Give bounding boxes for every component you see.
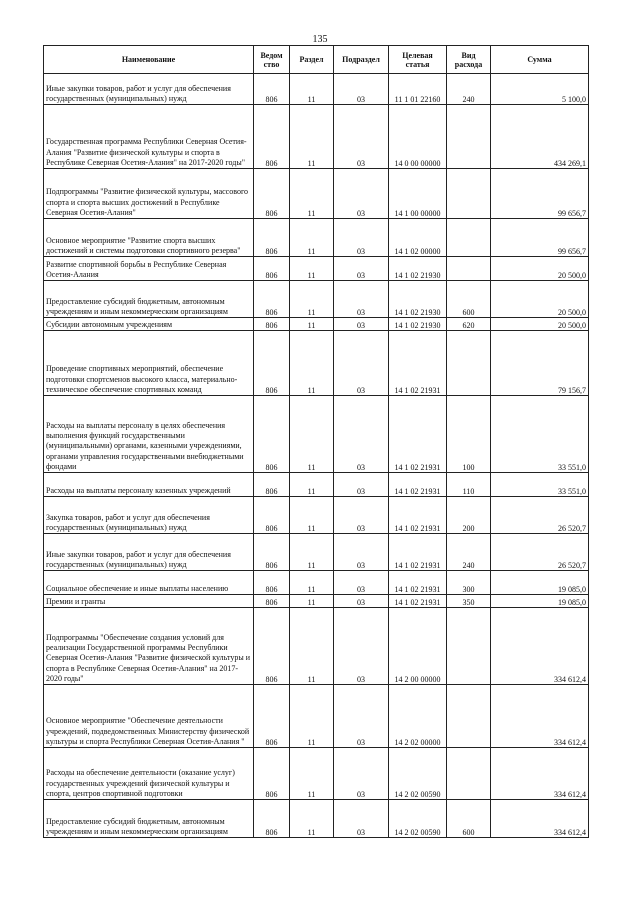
table-row xyxy=(44,608,589,685)
header-vid: Вид расхода xyxy=(447,46,491,74)
row-sum: 5 100,0 xyxy=(491,74,589,105)
budget-table xyxy=(43,45,589,838)
row-podrazdel: 03 xyxy=(334,608,389,685)
table-row xyxy=(44,497,589,534)
table-row xyxy=(44,169,589,219)
table-row xyxy=(44,105,589,169)
row-vid: 620 xyxy=(447,318,491,331)
row-razdel: 11 xyxy=(290,748,334,800)
row-vedom: 806 xyxy=(254,105,290,169)
row-name: Иные закупки товаров, работ и услуг для обеспечения государственных (муниципальных) нужд xyxy=(44,74,254,105)
row-vid xyxy=(447,685,491,748)
row-vid: 600 xyxy=(447,800,491,838)
row-vid xyxy=(447,219,491,257)
row-podrazdel: 03 xyxy=(334,318,389,331)
row-name: Основное мероприятие "Развитие спорта высших достижений и системы подготовки спортивного резерва" xyxy=(44,219,254,257)
header-vedom: Ведом ство xyxy=(254,46,290,74)
row-target: 14 1 02 00000 xyxy=(389,219,447,257)
row-vid: 600 xyxy=(447,281,491,318)
row-sum: 334 612,4 xyxy=(491,608,589,685)
table-row xyxy=(44,748,589,800)
row-razdel: 11 xyxy=(290,169,334,219)
table-header-row xyxy=(44,46,589,74)
row-sum: 20 500,0 xyxy=(491,281,589,318)
row-target: 14 1 02 21930 xyxy=(389,318,447,331)
row-vedom: 806 xyxy=(254,748,290,800)
row-vid xyxy=(447,169,491,219)
row-razdel: 11 xyxy=(290,74,334,105)
row-target: 14 2 00 00000 xyxy=(389,608,447,685)
row-vedom: 806 xyxy=(254,497,290,534)
row-podrazdel: 03 xyxy=(334,74,389,105)
row-sum: 33 551,0 xyxy=(491,473,589,497)
row-sum: 334 612,4 xyxy=(491,685,589,748)
row-target: 14 1 02 21930 xyxy=(389,257,447,281)
row-name: Подпрограммы "Обеспечение создания условий для реализации Государственной программы Республики Северная Осетия-Алания "Развитие физической культуры и спорта в Республике Северная Осетия-Алания" на 2017-2020 годы" xyxy=(44,608,254,685)
row-vid: 110 xyxy=(447,473,491,497)
row-name: Социальное обеспечение и иные выплаты населению xyxy=(44,571,254,595)
table-row xyxy=(44,685,589,748)
row-razdel: 11 xyxy=(290,257,334,281)
row-vid: 240 xyxy=(447,534,491,571)
row-podrazdel: 03 xyxy=(334,571,389,595)
row-target: 14 1 02 21931 xyxy=(389,396,447,473)
row-sum: 99 656,7 xyxy=(491,169,589,219)
row-name: Субсидии автономным учреждениям xyxy=(44,318,254,331)
row-vedom: 806 xyxy=(254,331,290,396)
row-sum: 26 520,7 xyxy=(491,497,589,534)
row-razdel: 11 xyxy=(290,800,334,838)
row-target: 14 2 02 00590 xyxy=(389,748,447,800)
row-name: Подпрограммы "Развитие физической культуры, массового спорта и спорта высших достижений в Республике Северная Осетия-Алания" xyxy=(44,169,254,219)
header-podrazdel: Подраздел xyxy=(334,46,389,74)
row-podrazdel: 03 xyxy=(334,105,389,169)
row-razdel: 11 xyxy=(290,571,334,595)
row-vedom: 806 xyxy=(254,685,290,748)
row-name: Закупка товаров, работ и услуг для обеспечения государственных (муниципальных) нужд xyxy=(44,497,254,534)
row-vedom: 806 xyxy=(254,257,290,281)
row-sum: 20 500,0 xyxy=(491,318,589,331)
table-row xyxy=(44,800,589,838)
row-name: Расходы на выплаты персоналу в целях обеспечения выполнения функций государственными (муниципальными) органами, казенными учреждениями, органами управления государственными внебюджетными фондами xyxy=(44,396,254,473)
row-sum: 434 269,1 xyxy=(491,105,589,169)
row-podrazdel: 03 xyxy=(334,800,389,838)
row-razdel: 11 xyxy=(290,105,334,169)
row-vedom: 806 xyxy=(254,800,290,838)
row-vedom: 806 xyxy=(254,281,290,318)
row-sum: 33 551,0 xyxy=(491,396,589,473)
row-vid: 300 xyxy=(447,571,491,595)
row-vedom: 806 xyxy=(254,169,290,219)
row-name: Расходы на выплаты персоналу казенных учреждений xyxy=(44,473,254,497)
row-razdel: 11 xyxy=(290,608,334,685)
row-podrazdel: 03 xyxy=(334,169,389,219)
row-vid xyxy=(447,331,491,396)
row-name: Иные закупки товаров, работ и услуг для обеспечения государственных (муниципальных) нужд xyxy=(44,534,254,571)
row-vedom: 806 xyxy=(254,396,290,473)
row-razdel: 11 xyxy=(290,473,334,497)
row-sum: 19 085,0 xyxy=(491,571,589,595)
row-target: 14 1 02 21931 xyxy=(389,595,447,608)
row-sum: 79 156,7 xyxy=(491,331,589,396)
row-target: 14 1 02 21931 xyxy=(389,497,447,534)
row-vid: 200 xyxy=(447,497,491,534)
table-row xyxy=(44,219,589,257)
header-razdel: Раздел xyxy=(290,46,334,74)
page-number: 135 xyxy=(312,34,328,45)
header-target: Целевая статья xyxy=(389,46,447,74)
row-target: 14 1 02 21931 xyxy=(389,571,447,595)
row-name: Развитие спортивной борьбы в Республике Северная Осетия-Алания xyxy=(44,257,254,281)
row-vedom: 806 xyxy=(254,473,290,497)
row-razdel: 11 xyxy=(290,281,334,318)
row-podrazdel: 03 xyxy=(334,685,389,748)
table-row xyxy=(44,281,589,318)
table-row xyxy=(44,534,589,571)
table-row xyxy=(44,473,589,497)
row-razdel: 11 xyxy=(290,318,334,331)
row-target: 14 1 00 00000 xyxy=(389,169,447,219)
row-name: Государственная программа Республики Северная Осетия-Алания "Развитие физической культуры и спорта в Республике Северная Осетия-Алания" на 2017-2020 годы" xyxy=(44,105,254,169)
row-razdel: 11 xyxy=(290,331,334,396)
row-razdel: 11 xyxy=(290,396,334,473)
row-vedom: 806 xyxy=(254,318,290,331)
row-sum: 19 085,0 xyxy=(491,595,589,608)
row-vedom: 806 xyxy=(254,595,290,608)
row-vid xyxy=(447,257,491,281)
row-vid: 100 xyxy=(447,396,491,473)
row-razdel: 11 xyxy=(290,685,334,748)
row-podrazdel: 03 xyxy=(334,595,389,608)
row-podrazdel: 03 xyxy=(334,396,389,473)
row-vedom: 806 xyxy=(254,219,290,257)
row-vedom: 806 xyxy=(254,534,290,571)
row-vid xyxy=(447,748,491,800)
row-name: Предоставление субсидий бюджетным, автономным учреждениям и иным некоммерческим организациям xyxy=(44,281,254,318)
row-name: Предоставление субсидий бюджетным, автономным учреждениям и иным некоммерческим организациям xyxy=(44,800,254,838)
row-razdel: 11 xyxy=(290,595,334,608)
row-podrazdel: 03 xyxy=(334,219,389,257)
row-target: 14 2 02 00000 xyxy=(389,685,447,748)
row-name: Расходы на обеспечение деятельности (оказание услуг) государственных учреждений физической культуры и спорта, центров спортивной подготовки xyxy=(44,748,254,800)
row-sum: 99 656,7 xyxy=(491,219,589,257)
row-sum: 26 520,7 xyxy=(491,534,589,571)
row-razdel: 11 xyxy=(290,534,334,571)
row-podrazdel: 03 xyxy=(334,497,389,534)
table-row xyxy=(44,396,589,473)
row-target: 14 1 02 21930 xyxy=(389,281,447,318)
table-row xyxy=(44,318,589,331)
row-vedom: 806 xyxy=(254,571,290,595)
header-name: Наименование xyxy=(44,46,254,74)
table-row xyxy=(44,571,589,595)
row-name: Премии и гранты xyxy=(44,595,254,608)
row-vid: 350 xyxy=(447,595,491,608)
row-podrazdel: 03 xyxy=(334,257,389,281)
row-target: 11 1 01 22160 xyxy=(389,74,447,105)
row-razdel: 11 xyxy=(290,497,334,534)
row-name: Основное мероприятие "Обеспечение деятельности учреждений, подведомственных Министерству физической культуры и спорта Республики Северная Осетия-Алания " xyxy=(44,685,254,748)
row-podrazdel: 03 xyxy=(334,331,389,396)
row-target: 14 2 02 00590 xyxy=(389,800,447,838)
row-sum: 20 500,0 xyxy=(491,257,589,281)
row-podrazdel: 03 xyxy=(334,748,389,800)
table-row xyxy=(44,331,589,396)
row-vid: 240 xyxy=(447,74,491,105)
row-target: 14 1 02 21931 xyxy=(389,534,447,571)
row-target: 14 1 02 21931 xyxy=(389,331,447,396)
table-row xyxy=(44,74,589,105)
row-target: 14 0 00 00000 xyxy=(389,105,447,169)
row-sum: 334 612,4 xyxy=(491,800,589,838)
row-vid xyxy=(447,105,491,169)
row-sum: 334 612,4 xyxy=(491,748,589,800)
row-vid xyxy=(447,608,491,685)
row-vedom: 806 xyxy=(254,608,290,685)
row-vedom: 806 xyxy=(254,74,290,105)
row-target: 14 1 02 21931 xyxy=(389,473,447,497)
row-podrazdel: 03 xyxy=(334,473,389,497)
row-podrazdel: 03 xyxy=(334,534,389,571)
table-row xyxy=(44,595,589,608)
header-sum: Сумма xyxy=(491,46,589,74)
row-razdel: 11 xyxy=(290,219,334,257)
table-row xyxy=(44,257,589,281)
row-name: Проведение спортивных мероприятий, обеспечение подготовки спортсменов высокого класса, материально-техническое обеспечение спортивных команд xyxy=(44,331,254,396)
row-podrazdel: 03 xyxy=(334,281,389,318)
